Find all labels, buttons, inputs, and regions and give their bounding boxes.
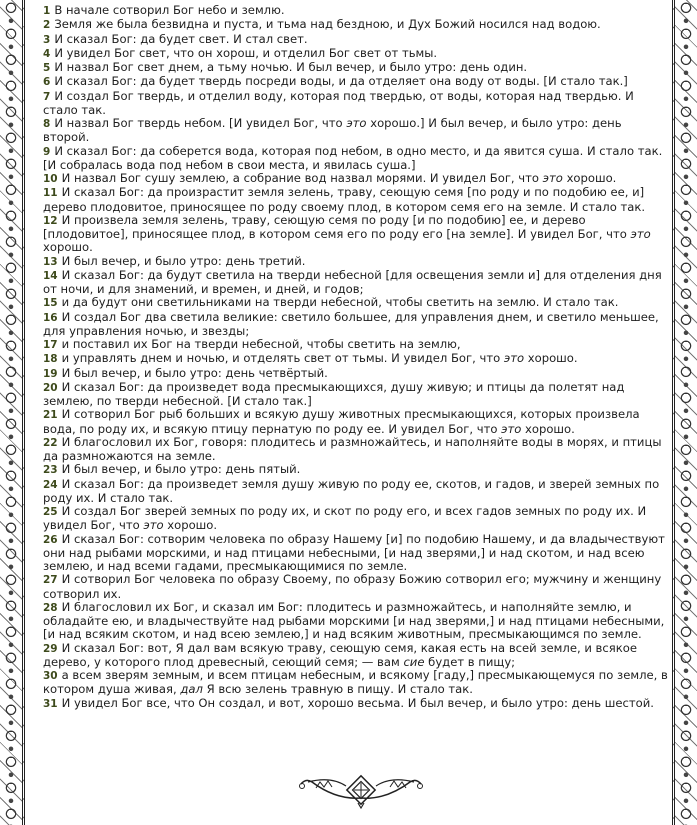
verse-31 [33,697,669,711]
verse-number: 25 [43,506,58,518]
verse-8 [33,117,669,145]
verse-text: И сказал Бог: да соберется вода, которая под небом, в одно место, и да явится суша. И стало так. [И собралась вода под небом в свои места, и явилась суша.] [43,143,663,172]
verse-21 [33,408,669,436]
verse-text: будет в пищу; [424,654,516,669]
verse-number: 4 [43,47,51,60]
verse-10 [33,172,669,186]
verse-text: Я всю зелень травную в пищу. И стало так. [202,682,473,697]
verse-italic-text: это [503,351,525,366]
verse-17 [33,338,669,352]
verse-text: И благословил их Бог, и сказал им Бог: плодитесь и размножайтесь, и наполняйте землю, и обладайте ею, и владычествуйте над рыбами морскими [и над зверями,] и над птицами небесными, [и над всяким скотом, и над всею землею,] и над всяким животным, пресмыкающимся по земле. [43,599,665,642]
verse-number: 26 [43,533,58,546]
decorative-ornament-icon [296,772,426,812]
verse-text: И увидел Бог все, что Он создал, и вот, хорошо весьма. И был вечер, и было утро: день шестой. [61,695,654,710]
verse-22 [33,436,669,464]
verse-text: И назвал Бог твердь небом. [И увидел Бог, что [54,116,347,130]
verse-number: 15 [43,297,58,310]
verse-italic-text: сие [403,654,425,669]
verse-19 [33,367,669,381]
verse-number: 29 [43,642,58,655]
verse-number: 18 [43,353,58,366]
verse-23 [33,463,669,477]
verse-9 [33,145,669,173]
verse-number: 2 [43,19,51,32]
verse-text: и управлять днем и ночью, и отделять свет от тьмы. И увидел Бог, что [61,351,504,366]
verse-3 [33,33,669,47]
verse-number: 8 [43,118,51,130]
verse-italic-text: это [630,227,651,241]
verse-number: 3 [43,33,51,46]
verse-26 [33,533,669,574]
verse-text: И сотворил Бог человека по образу Своему, по образу Божию сотворил его; мужчину и женщину сотворил их. [43,572,662,601]
verse-text: хорошо. [163,518,218,533]
verse-30 [33,669,669,697]
verse-text: а всем зверям земным, и всем птицам небесным, и всякому [гаду,] пресмыкающемуся по земле, в котором душа живая, [43,668,668,697]
verse-18 [33,352,669,366]
verse-29 [33,642,669,670]
verse-text: И сказал Бог: да будет свет. И стал свет. [54,31,308,46]
verse-number: 20 [43,381,58,394]
verse-number: 23 [43,464,58,477]
verse-14 [33,269,669,297]
verse-text: И сотворил Бог рыб больших и всякую душу животных пресмыкающихся, которых произвела вода, по роду их, и всякую птицу пернатую по роду ее. И увидел Бог, что [43,407,640,436]
verse-27 [33,573,669,601]
verse-20 [33,381,669,409]
verse-number: 17 [43,339,58,351]
ornamental-border-left [0,0,25,825]
verse-11 [33,186,669,214]
verse-number: 10 [43,173,58,185]
verse-text: Земля же была безвидна и пуста, и тьма над бездною, и Дух Божий носился над водою. [54,17,601,32]
verse-number: 27 [43,574,58,587]
verse-italic-text: это [501,421,522,436]
verse-12 [33,214,669,255]
verse-number: 6 [43,76,51,89]
ornamental-border-right [672,0,697,825]
verse-5 [33,61,669,75]
verse-text: И создал Бог зверей земных по роду их, и скот по роду его, и всех гадов земных по роду их. И увидел Бог, что [43,504,647,533]
verse-text: В начале сотворил Бог небо и землю. [54,3,285,17]
verse-italic-text: это [346,116,367,130]
verse-number: 7 [43,90,51,103]
verse-number: 21 [43,409,58,422]
verse-italic-text: это [542,171,563,185]
verse-text: и поставил их Бог на тверди небесной, чтобы светить на землю, [61,337,461,351]
verse-text: И сказал Бог: да произрастит земля зелень, траву, сеющую семя [по роду и по подобию ее, и] дерево плодовитое, приносящее по роду своему плод, в котором семя его на земле. И стало так. [43,185,646,214]
verse-text: И увидел Бог свет, что он хорош, и отделил Бог свет от тьмы. [54,45,438,60]
verse-24 [33,478,669,506]
verse-number: 19 [43,367,58,380]
verse-number: 14 [43,269,58,282]
verse-text: И сказал Бог: да будет твердь посреди воды, и да отделяет она воду от воды. [И стало так.] [54,74,628,89]
verse-15 [33,296,669,310]
verse-text: И произвела земля зелень, траву, сеющую семя по роду [и по подобию] ее, и дерево [плодовитое], приносящее плод, в котором семя его по роду его [на земле]. И увидел Бог, что [43,212,631,241]
verse-italic-text: дал [180,682,203,697]
verse-text: И сказал Бог: да будут светила на тверди небесной [для освещения земли и] для отделения дня от ночи, и для знамений, и времен, и дней, и годов; [43,267,662,296]
verse-number: 28 [43,601,58,614]
verse-text: И сказал Бог: да произведет земля душу живую по роду ее, скотов, и гадов, и зверей земных по роду их. И стало так. [43,476,660,505]
verse-text: И назвал Бог свет днем, а тьму ночью. И был вечер, и было утро: день один. [54,60,528,74]
verse-text: хорошо. [562,171,617,185]
scripture-text [33,4,669,711]
verse-text: хорошо. [43,240,93,255]
verse-number: 9 [43,145,51,158]
verse-number: 24 [43,478,58,491]
verse-number: 22 [43,436,58,449]
verse-text: И создал Бог два светила великие: светило большее, для управления днем, и светило меньшее, для управления ночью, и звезды; [43,309,659,338]
verse-number: 11 [43,187,58,200]
verse-number: 16 [43,311,58,324]
verse-6 [33,75,669,89]
verse-text: И сказал Бог: сотворим человека по образу Нашему [и] по подобию Нашему, и да владычествуют они над рыбами морскими, и над птицами небесными, [и над зверями,] и над скотом, и над всею землею, и над всеми гадами, пресмыкающимися по земле. [43,531,665,573]
verse-text: И был вечер, и было утро: день пятый. [61,462,301,477]
verse-1 [33,4,669,18]
verse-13 [33,255,669,269]
verse-28 [33,601,669,642]
verse-text: хорошо.] И был вечер, и было утро: день второй. [43,116,622,145]
verse-text: И назвал Бог сушу землею, а собрание вод назвал морями. И увидел Бог, что [61,171,543,185]
verse-text: И создал Бог твердь, и отделил воду, которая под твердью, от воды, которая над твердью. И стало так. [43,88,634,117]
verse-number: 30 [43,670,58,682]
verse-text: и да будут они светильниками на тверди небесной, чтобы светить на землю. И стало так. [61,295,619,310]
verse-number: 12 [43,214,58,227]
verse-number: 5 [43,62,51,74]
verse-16 [33,311,669,339]
verse-25 [33,505,669,533]
verse-text: И был вечер, и было утро: день четвёртый. [61,365,328,380]
verse-number: 1 [43,5,51,17]
verse-4 [33,47,669,61]
verse-text: хорошо. [524,351,578,366]
verse-number: 13 [43,255,58,268]
verse-text: И благословил их Бог, говоря: плодитесь и размножайтесь, и наполняйте воды в морях, и птицы да размножаются на земле. [43,434,662,463]
verse-7 [33,90,669,118]
verse-text: И сказал Бог: вот, Я дал вам всякую траву, сеющую семя, какая есть на всей земле, и всякое дерево, у которого плод древесный, сеющий семя; — вам [43,640,637,669]
verse-number: 31 [43,697,58,710]
verse-italic-text: это [143,518,164,533]
verse-text: хорошо. [521,421,575,436]
verse-text: И сказал Бог: да произведет вода пресмыкающихся, душу живую; и птицы да полетят над землею, по тверди небесной. [И стало так.] [43,379,625,408]
verse-2 [33,18,669,32]
verse-text: И был вечер, и было утро: день третий. [61,253,306,268]
